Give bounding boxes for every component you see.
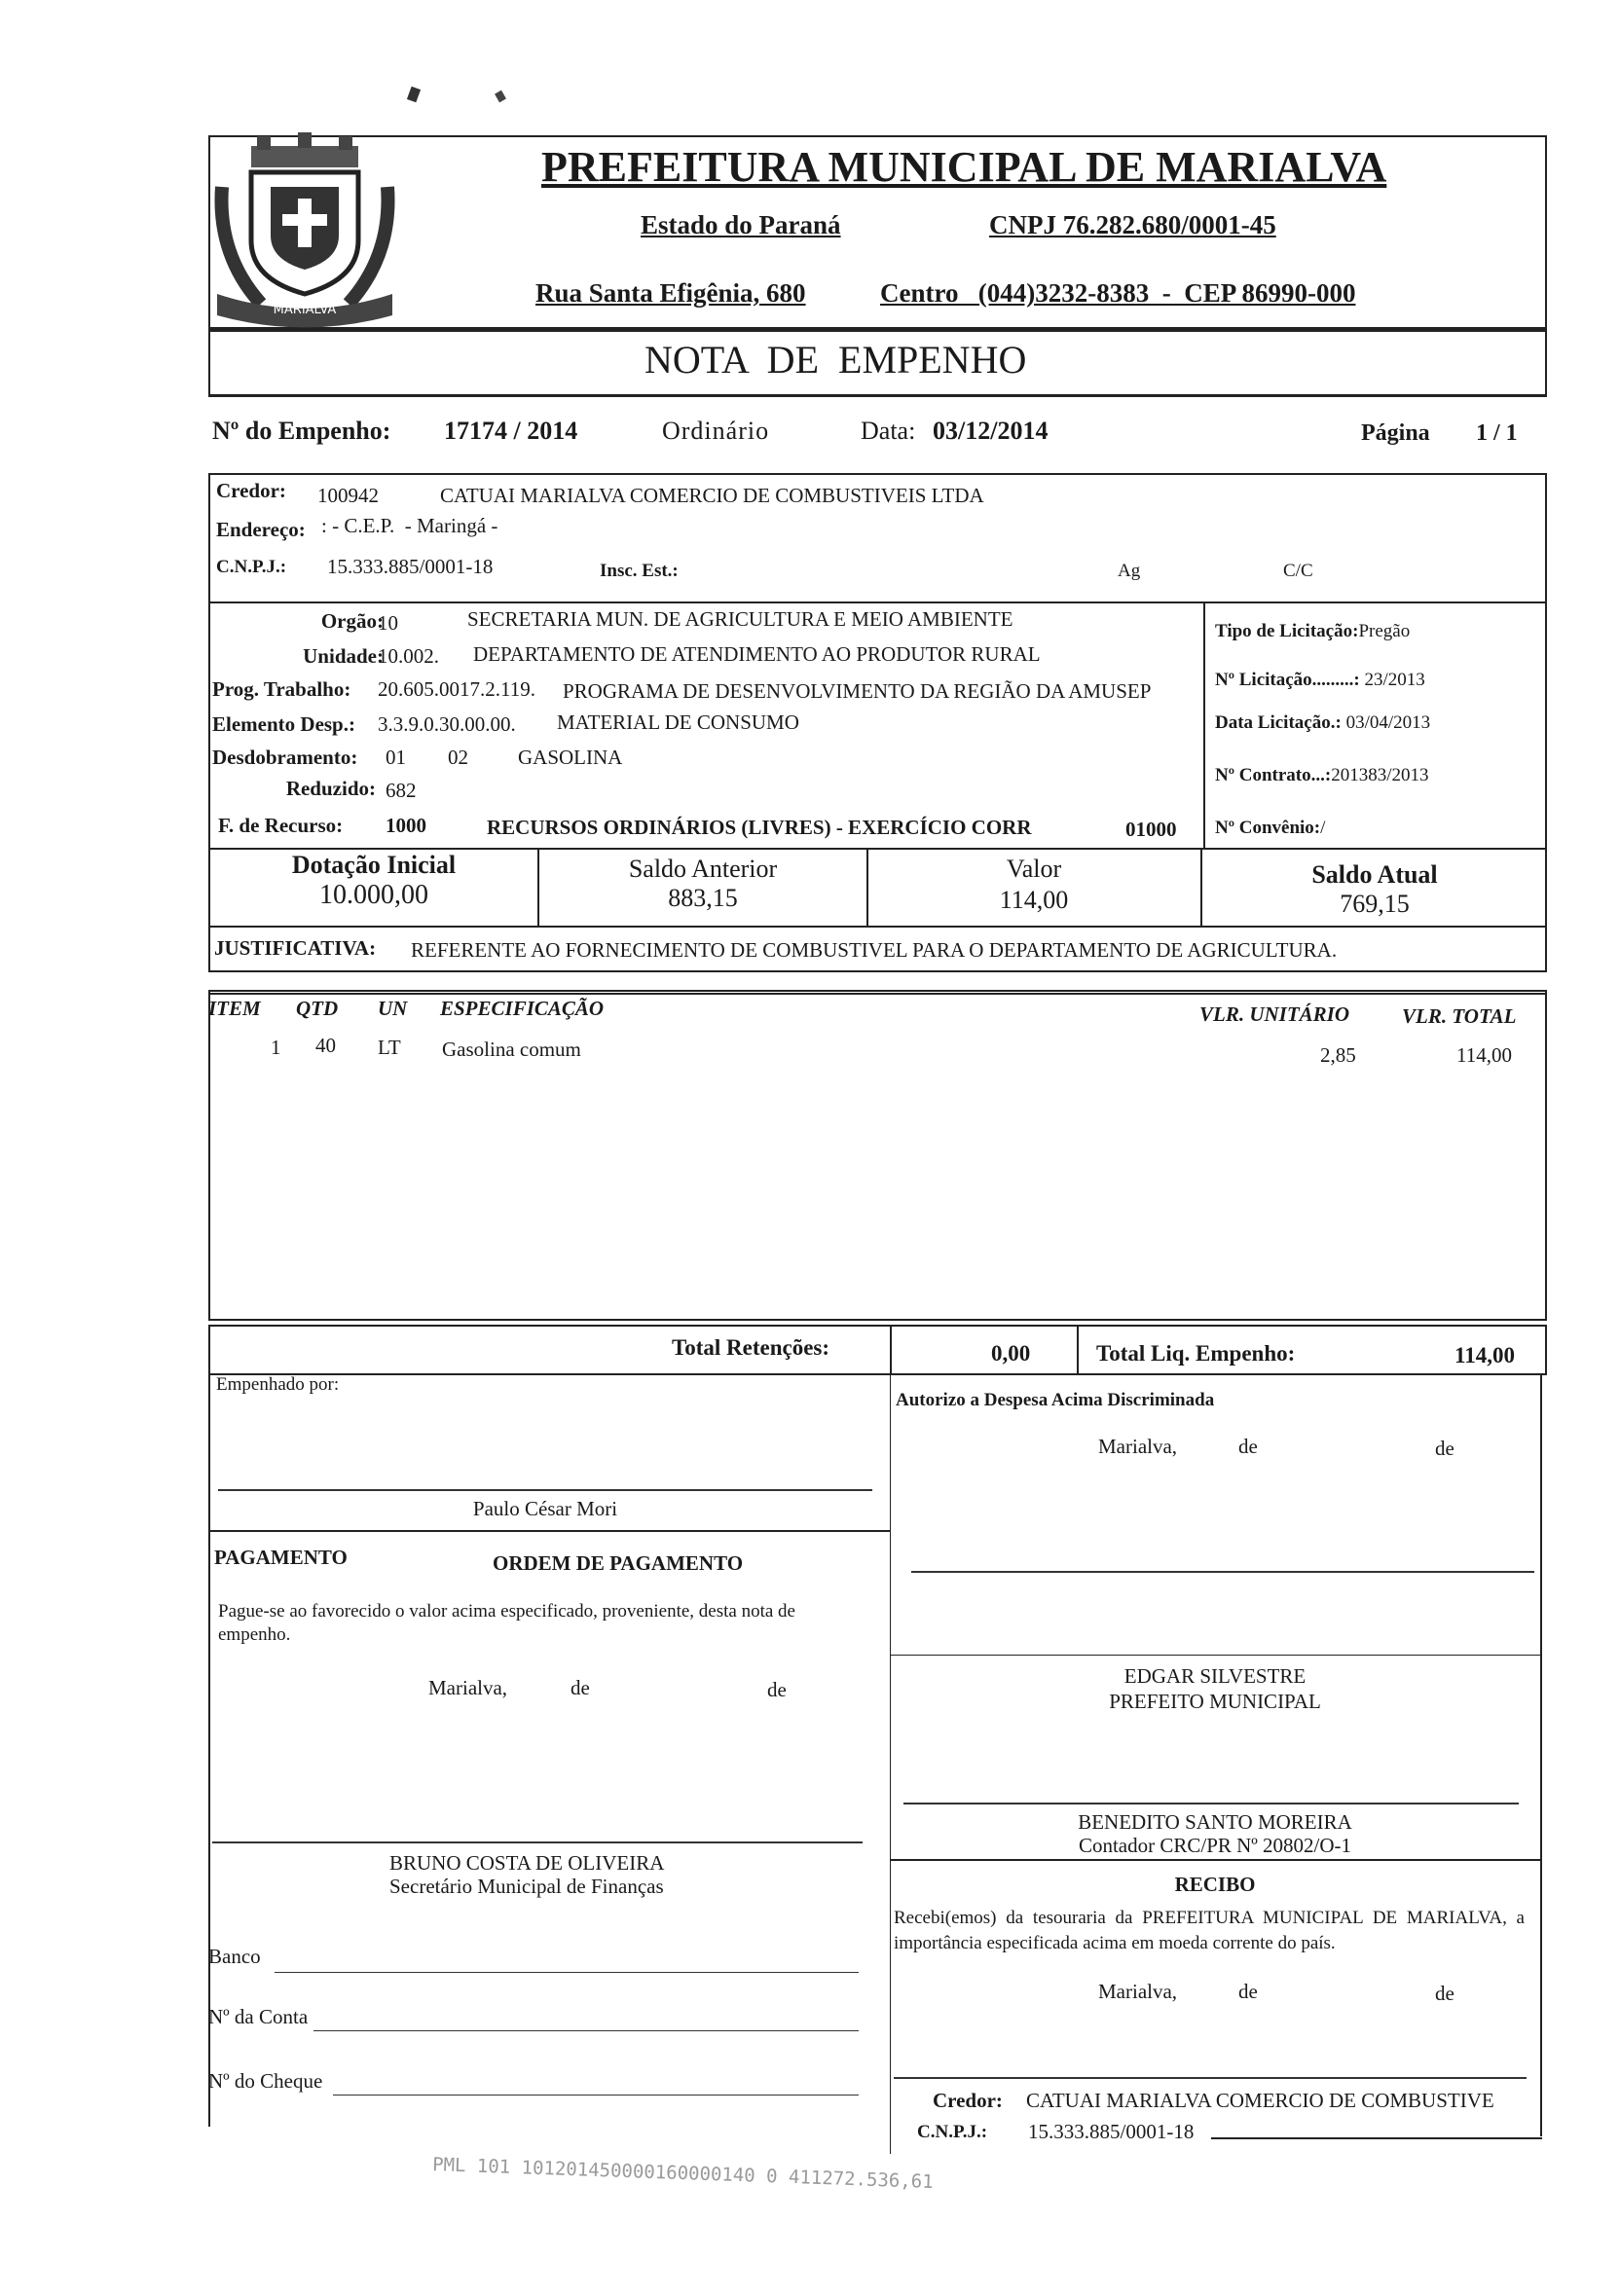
retencoes-label: Total Retenções: [672, 1335, 830, 1360]
prefeito-top-rule [890, 1655, 1542, 1656]
recibo-place: Marialva, [1098, 1980, 1178, 2003]
empenho-label: Nº do Empenho: [212, 417, 391, 445]
data-licitacao-label: Data Licitação.: [1215, 712, 1342, 733]
credor-code: 100942 [317, 484, 379, 507]
state-label: Estado do Paraná [641, 210, 841, 239]
recibo-cnpj-label: C.N.P.J.: [917, 2122, 988, 2142]
contrato-label: Nº Contrato...: [1215, 765, 1332, 785]
col-spec: ESPECIFICAÇÃO [440, 997, 605, 1020]
page-title: PREFEITURA MUNICIPAL DE MARIALVA [541, 143, 1387, 191]
tipo-licitacao-label: Tipo de Licitação: [1215, 621, 1359, 641]
pagamento-label: PAGAMENTO [214, 1546, 348, 1569]
recibo-de-2: de [1435, 1982, 1454, 2005]
unidade-code: 10.002. [378, 644, 439, 668]
reduzido-value: 682 [386, 779, 417, 802]
unidade-label: Unidade: [303, 644, 384, 668]
saldo-anterior-value: 883,15 [668, 884, 738, 912]
saldo-atual-label: Saldo Atual [1311, 860, 1438, 889]
recurso-name: RECURSOS ORDINÁRIOS (LIVRES) - EXERCÍCIO CORR [487, 816, 1032, 839]
saldo-anterior-label: Saldo Anterior [628, 855, 778, 883]
items-top-rule [208, 993, 1547, 995]
desdob-a: 01 [386, 746, 406, 769]
recibo-top-rule [890, 1859, 1542, 1861]
budget-divider [1203, 601, 1205, 850]
recibo-credor-name: CATUAI MARIALVA COMERCIO DE COMBUSTIVE [1026, 2089, 1494, 2112]
desdob-b: 02 [448, 746, 468, 769]
page-label: Página [1361, 420, 1430, 446]
dotacao-label: Dotação Inicial [291, 851, 457, 879]
row-total: 114,00 [1456, 1043, 1512, 1067]
prefeito-name: EDGAR SILVESTRE [1123, 1664, 1307, 1688]
recurso-code: 1000 [386, 814, 426, 837]
empenho-type: Ordinário [662, 417, 770, 445]
reduzido-label: Reduzido: [285, 777, 376, 800]
recibo-credor-label: Credor: [933, 2089, 1003, 2112]
totals-div-1 [890, 1325, 892, 1375]
unidade-name: DEPARTAMENTO DE ATENDIMENTO AO PRODUTOR RURAL [473, 642, 1041, 666]
pagamento-place: Marialva, [428, 1676, 508, 1699]
dotacao-value: 10.000,00 [319, 880, 428, 910]
svg-text:MARIALVA: MARIALVA [273, 303, 337, 317]
coat-of-arms-emblem [212, 128, 397, 338]
autorizo-de-2: de [1435, 1437, 1454, 1460]
recibo-title: RECIBO [1174, 1873, 1256, 1896]
pagamento-top-rule [208, 1530, 890, 1532]
justificativa-text: REFERENTE AO FORNECIMENTO DE COMBUSTIVEL PARA O DEPARTAMENTO DE AGRICULTURA. [411, 938, 1338, 962]
col-total: VLR. TOTAL [1402, 1004, 1517, 1028]
address-label: Endereço: [216, 518, 306, 541]
empenho-number: 17174 / 2014 [444, 417, 578, 445]
ag-label: Ag [1118, 561, 1141, 581]
orgao-label: Orgão: [320, 609, 384, 633]
cheque-label: Nº do Cheque [208, 2069, 323, 2093]
recibo-de-1: de [1238, 1980, 1258, 2003]
scan-mark [407, 87, 421, 103]
elemento-code: 3.3.9.0.30.00.00. [378, 712, 516, 736]
items-box [208, 990, 1547, 1321]
empenhado-signature-line [218, 1489, 872, 1491]
row-spec: Gasolina comum [442, 1038, 581, 1061]
page-number: 1 / 1 [1476, 420, 1518, 446]
title-bottom-rule [208, 394, 1547, 397]
pagamento-text: Pague-se ao favorecido o valor acima especificado, proveniente, desta nota de empenho. [218, 1601, 795, 1645]
banco-label: Banco [208, 1945, 261, 1968]
totals-div-2 [1077, 1325, 1079, 1375]
orgao-code: 10 [378, 611, 398, 635]
row-item: 1 [271, 1036, 281, 1059]
pagamento-de-2: de [767, 1678, 787, 1701]
desdob-label: Desdobramento: [212, 746, 358, 769]
cheque-input[interactable] [333, 2095, 859, 2096]
autorizo-label: Autorizo a Despesa Acima Discriminada [896, 1390, 1215, 1410]
financas-role: Secretário Municipal de Finanças [389, 1875, 664, 1898]
lower-right-bottom-rule [1211, 2137, 1542, 2139]
elemento-label: Elemento Desp.: [212, 712, 355, 736]
prefeito-role: PREFEITO MUNICIPAL [1109, 1690, 1321, 1713]
contador-role: Contador CRC/PR Nº 20802/O-1 [1078, 1834, 1352, 1857]
convenio-label: Nº Convênio: [1215, 818, 1321, 838]
valor-label: Valor [1006, 855, 1062, 883]
contador-signature-line [903, 1803, 1519, 1804]
address-street: Rua Santa Efigênia, 680 [535, 278, 806, 308]
ordem-label: ORDEM DE PAGAMENTO [493, 1551, 744, 1575]
tipo-licitacao-value: Pregão [1358, 621, 1411, 641]
scan-mark [495, 91, 506, 103]
contrato-value: 201383/2013 [1331, 765, 1429, 785]
empenhado-name: Paulo César Mori [472, 1497, 618, 1520]
date-label: Data: [861, 417, 916, 445]
num-licitacao-label: Nº Licitação.........: [1215, 670, 1360, 690]
desdob-name: GASOLINA [518, 746, 623, 769]
autorizo-signature-line [911, 1571, 1534, 1573]
retencoes-value: 0,00 [991, 1341, 1031, 1366]
credor-name: CATUAI MARIALVA COMERCIO DE COMBUSTIVEIS LTDA [440, 484, 984, 507]
col-unit: VLR. UNITÁRIO [1199, 1002, 1350, 1026]
recibo-signature-line [894, 2077, 1527, 2079]
autorizo-place: Marialva, [1098, 1435, 1178, 1458]
data-licitacao-value: 03/04/2013 [1345, 712, 1431, 733]
conta-label: Nº da Conta [208, 2005, 309, 2028]
convenio-value: / [1320, 818, 1326, 838]
cc-label: C/C [1283, 561, 1313, 581]
num-licitacao-value: 23/2013 [1364, 670, 1425, 690]
liq-label: Total Liq. Empenho: [1096, 1341, 1296, 1366]
autorizo-de-1: de [1238, 1435, 1258, 1458]
empenhado-label: Empenhado por: [216, 1374, 340, 1395]
recibo-cnpj-value: 15.333.885/0001-18 [1028, 2120, 1195, 2143]
doc-title: NOTA DE EMPENHO [644, 338, 1027, 382]
recibo-text: Recebi(emos) da tesouraria da PREFEITURA MUNICIPAL DE MARIALVA, a importância especificada acima em moeda corrente do país. [894, 1908, 1525, 1953]
row-un: LT [378, 1036, 401, 1059]
cnpj-header: CNPJ 76.282.680/0001-45 [989, 210, 1276, 239]
prog-label: Prog. Trabalho: [212, 677, 351, 701]
valor-value: 114,00 [999, 886, 1069, 914]
row-qtd: 40 [315, 1034, 336, 1057]
prog-name: PROGRAMA DE DESENVOLVIMENTO DA REGIÃO DA AMUSEP [563, 679, 1152, 703]
credor-label: Credor: [216, 479, 286, 502]
credor-address: : - C.E.P. - Maringá - [321, 514, 498, 537]
financas-signature-line [212, 1841, 863, 1843]
saldo-atual-value: 769,15 [1340, 890, 1410, 918]
pagamento-de-1: de [571, 1676, 590, 1699]
recurso-label: F. de Recurso: [218, 814, 344, 837]
row-unit: 2,85 [1320, 1043, 1356, 1067]
conta-input[interactable] [313, 2030, 859, 2031]
cnpj-label: C.N.P.J.: [216, 557, 287, 577]
credor-cnpj: 15.333.885/0001-18 [327, 555, 494, 578]
col-un: UN [378, 997, 408, 1020]
recurso-end: 01000 [1125, 818, 1177, 841]
orgao-name: SECRETARIA MUN. DE AGRICULTURA E MEIO AMBIENTE [467, 607, 1013, 631]
header-divider [208, 327, 1547, 329]
totals-box [208, 1325, 1547, 1375]
address-rest: Centro (044)3232-8383 - CEP 86990-000 [880, 278, 1356, 308]
prog-code: 20.605.0017.2.119. [378, 677, 535, 701]
col-qtd: QTD [296, 997, 339, 1020]
insc-label: Insc. Est.: [600, 561, 679, 581]
elemento-name: MATERIAL DE CONSUMO [557, 711, 799, 734]
bank-stamp: PML 101 101201450000160000140 0 411272.536,61 [431, 2154, 934, 2193]
liq-value: 114,00 [1454, 1343, 1515, 1367]
justificativa-label: JUSTIFICATIVA: [214, 936, 377, 960]
col-item: ITEM [208, 997, 261, 1020]
empenho-date: 03/12/2014 [933, 417, 1049, 445]
financas-name: BRUNO COSTA DE OLIVEIRA [389, 1851, 665, 1875]
contador-name: BENEDITO SANTO MOREIRA [1078, 1810, 1352, 1834]
lower-right-border [1540, 1375, 1542, 2136]
banco-input[interactable] [275, 1972, 859, 1973]
lower-mid-divider [890, 1375, 891, 2154]
